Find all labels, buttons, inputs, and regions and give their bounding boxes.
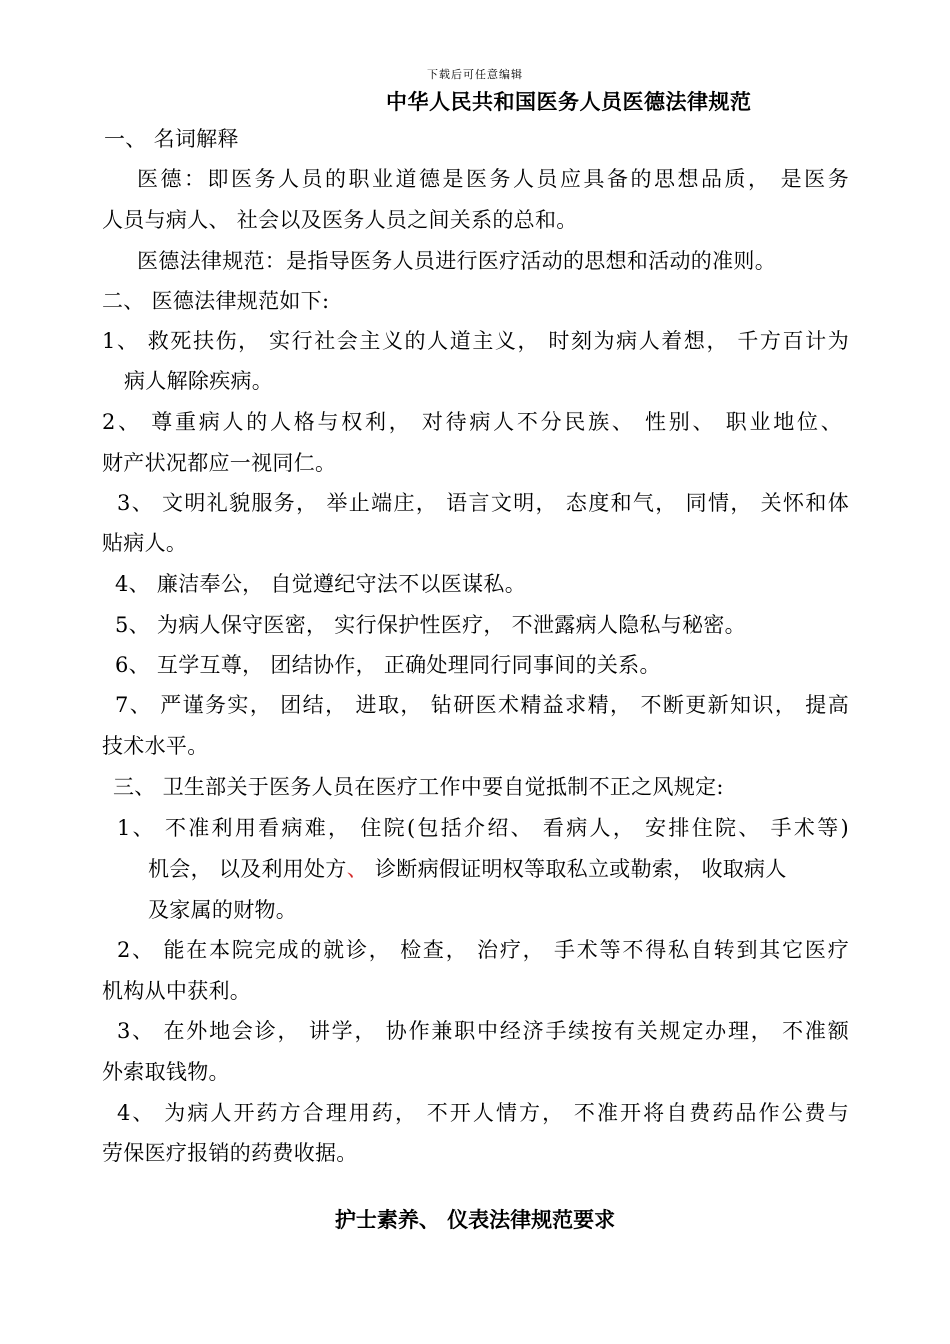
rule-item-2-line1: 2、 能在本院完成的就诊， 检查， 治疗， 手术等不得私自转到其它医疗 — [117, 938, 849, 962]
rule-item-4-line2: 劳保医疗报销的药费收据。 — [102, 1141, 358, 1165]
list-item-2-line1: 2、 尊重病人的人格与权利， 对待病人不分民族、 性别、 职业地位、 — [102, 410, 842, 434]
rule-item-1-line2-part1: 机会， 以及利用处方 — [148, 857, 347, 881]
rule-item-1-red-mark: 、 — [346, 857, 368, 881]
list-item-2-line2: 财产状况都应一视同仁。 — [102, 451, 337, 475]
list-item-5: 5、 为病人保守医密， 实行保护性医疗， 不泄露病人隐私与秘密。 — [115, 613, 746, 637]
definition-medical-ethics-line2: 人员与病人、 社会以及医务人员之间关系的总和。 — [102, 208, 578, 232]
list-item-6: 6、 互学互尊， 团结协作， 正确处理同行同事间的关系。 — [115, 653, 661, 677]
list-item-7-line2: 技术水平。 — [102, 734, 209, 758]
list-item-1-line2: 病人解除疾病。 — [124, 369, 274, 393]
document-title: 中华人民共和国医务人员医德法律规范 — [386, 89, 752, 114]
next-section-title: 护士素养、 仪表法律规范要求 — [334, 1207, 616, 1232]
rule-item-4-line1: 4、 为病人开药方合理用药， 不开人情方， 不准开将自费药品作公费与 — [117, 1101, 849, 1125]
rule-item-1-line3: 及家属的财物。 — [148, 898, 298, 922]
list-item-3-line1: 3、 文明礼貌服务， 举止端庄， 语言文明， 态度和气， 同情， 关怀和体 — [117, 491, 849, 515]
section-heading-2: 二、 医德法律规范如下: — [102, 289, 330, 313]
rule-item-3-line1: 3、 在外地会诊， 讲学， 协作兼职中经济手续按有关规定办理， 不准额 — [117, 1019, 849, 1043]
rule-item-3-line2: 外索取钱物。 — [102, 1060, 230, 1084]
section-heading-3: 三、 卫生部关于医务人员在医疗工作中要自觉抵制不正之风规定: — [113, 775, 724, 799]
definition-ethics-norms: 医德法律规范：是指导医务人员进行医疗活动的思想和活动的准则。 — [137, 249, 776, 273]
rule-item-1-line1: 1、 不准利用看病难， 住院(包括介绍、 看病人， 安排住院、 手术等) — [117, 816, 849, 840]
list-item-4: 4、 廉洁奉公， 自觉遵纪守法不以医谋私。 — [115, 572, 527, 596]
header-note: 下载后可任意编辑 — [427, 68, 523, 81]
rule-item-1-line2-part2: 诊断病假证明权等取私立或勒索， 收取病人 — [368, 857, 787, 881]
definition-medical-ethics-line1: 医德：即医务人员的职业道德是医务人员应具备的思想品质， 是医务 — [137, 167, 849, 191]
rule-item-1-line2 — [148, 854, 849, 884]
list-item-3-line2: 贴病人。 — [102, 531, 188, 555]
list-item-1-line1: 1、 救死扶伤， 实行社会主义的人道主义， 时刻为病人着想， 千方百计为 — [102, 329, 849, 353]
list-item-7-line1: 7、 严谨务实， 团结， 进取， 钻研医术精益求精， 不断更新知识， 提高 — [115, 693, 849, 717]
section-heading-1: 一、 名词解释 — [104, 127, 239, 151]
rule-item-2-line2: 机构从中获利。 — [102, 979, 252, 1003]
